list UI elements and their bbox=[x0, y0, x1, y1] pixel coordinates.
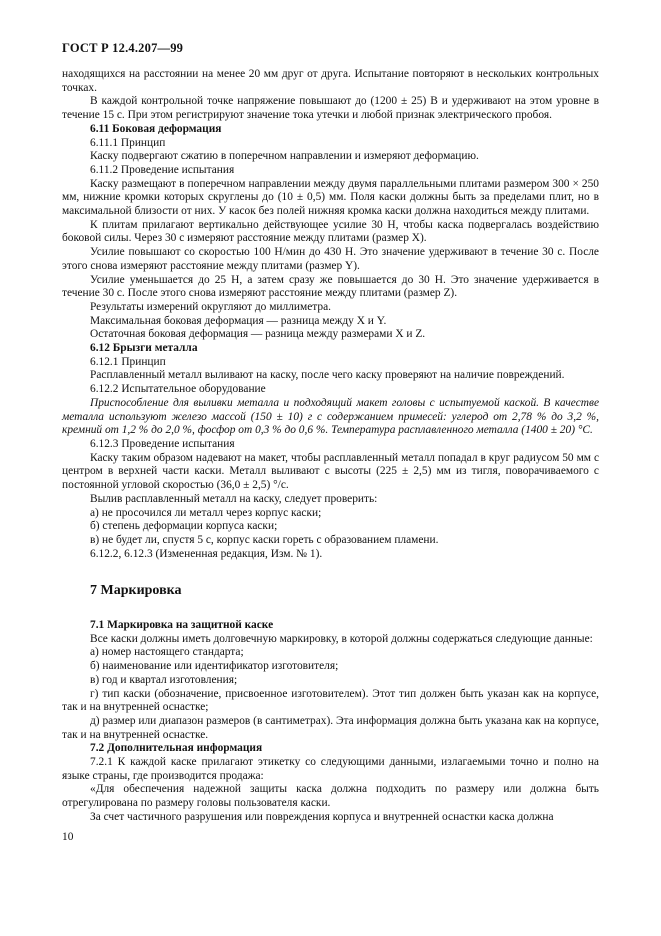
paragraph: Остаточная боковая деформация — разница между размерами X и Z. bbox=[90, 328, 426, 341]
paragraph: 6.12.1 Принцип bbox=[90, 355, 166, 368]
paragraph: в) год и квартал изготовления; bbox=[90, 673, 238, 686]
paragraph: 6.12.2, 6.12.3 (Измененная редакция, Изм. № 1). bbox=[90, 547, 323, 560]
paragraph: б) степень деформации корпуса каски; bbox=[90, 520, 278, 533]
paragraph: а) не просочился ли металл через корпус каски; bbox=[90, 506, 322, 519]
paragraph: Максимальная боковая деформация — разница между X и Y. bbox=[90, 314, 387, 327]
paragraph: Усилие уменьшается до 25 Н, а затем сразу же повышается до 30 Н. Это значение удерживается в течение 30 с. После этого снова измеряют расстояние между плитами (размер Z). bbox=[62, 273, 599, 300]
paragraph: Приспособление для выливки металла и подходящий макет головы с испытуемой каской. В качестве металла используют железо массой (150 ± 10) г с содержанием примесей: углерод от 2,78 % до 3,2 %, кремний от 1,2 % до 2,0 %, фосфор от 0,3 % до 0,6 %. Температура расплавленного металла (1400 ± 20) °С. bbox=[62, 396, 599, 437]
paragraph: К плитам прилагают вертикально действующее усилие 30 Н, чтобы каска подвергалась воздействию боковой силы. Через 30 с измеряют расстояние между плитами (размер X). bbox=[62, 218, 599, 245]
section-heading: 6.11 Боковая деформация bbox=[90, 122, 222, 135]
document-body bbox=[62, 68, 599, 825]
paragraph: 6.12.3 Проведение испытания bbox=[90, 437, 235, 450]
paragraph: г) тип каски (обозначение, присвоенное изготовителем). Этот тип должен быть указан как на корпусе, так и на внутренней оснастке; bbox=[62, 687, 599, 714]
paragraph: Расплавленный металл выливают на каску, после чего каску проверяют на наличие повреждений. bbox=[90, 369, 565, 382]
paragraph: б) наименование или идентификатор изготовителя; bbox=[90, 660, 339, 673]
paragraph: Каску таким образом надевают на макет, чтобы расплавленный металл попадал в круг радиусом 50 мм с центром в верхней части каски. Металл выливают с высоты (225 ± 2,5) мм из тигля, поворачиваемого с постоянной угловой скоростью (36,0 ± 2,5) °/с. bbox=[62, 451, 599, 492]
section-heading: 7.2 Дополнительная информация bbox=[90, 742, 263, 755]
paragraph: 6.12.2 Испытательное оборудование bbox=[90, 383, 266, 396]
paragraph: 7.2.1 К каждой каске прилагают этикетку со следующими данными, излагаемыми точно и полно на языке страны, где производится продажа: bbox=[62, 756, 599, 782]
chapter-heading: 7 Маркировка bbox=[90, 583, 182, 599]
document-header: ГОСТ Р 12.4.207—99 bbox=[62, 41, 184, 55]
paragraph: «Для обеспечения надежной защиты каска должна подходить по размеру или должна быть отрегулирована по размеру головы пользователя каски. bbox=[62, 783, 599, 810]
paragraph: находящихся на расстоянии на менее 20 мм друг от друга. Испытание повторяют в нескольких контрольных точках. bbox=[62, 68, 599, 94]
paragraph: в) не будет ли, спустя 5 с, корпус каски гореть с образованием пламени. bbox=[90, 533, 439, 546]
paragraph: 6.11.1 Принцип bbox=[90, 136, 166, 149]
paragraph: Каску подвергают сжатию в поперечном направлении и измеряют деформацию. bbox=[90, 150, 479, 163]
paragraph: Вылив расплавленный металл на каску, следует проверить: bbox=[90, 492, 378, 505]
section-heading: 6.12 Брызги металла bbox=[90, 342, 198, 355]
paragraph: За счет частичного разрушения или повреждения корпуса и внутренней оснастки каска должна bbox=[90, 810, 554, 823]
paragraph: В каждой контрольной точке напряжение повышают до (1200 ± 25) В и удерживают на этом уровне в течение 15 с. При этом регистрируют значение тока утечки и любой признак электрического пробоя. bbox=[62, 95, 599, 122]
paragraph: а) номер настоящего стандарта; bbox=[90, 646, 244, 659]
paragraph: Каску размещают в поперечном направлении между двумя параллельными плитами размером 300 × 250 мм, нижние кромки которых скруглены до (10 ± 0,5) мм. Поля каски должны быть за пределами плит, но в максимальной близости от них. У касок без полей нижняя кромка каски должна находиться между плитами. bbox=[62, 177, 599, 218]
paragraph: Результаты измерений округляют до миллиметра. bbox=[90, 300, 331, 313]
section-heading: 7.1 Маркировка на защитной каске bbox=[90, 619, 274, 632]
page-number: 10 bbox=[62, 831, 74, 843]
paragraph: Усилие повышают со скоростью 100 Н/мин до 430 Н. Это значение удерживают в течение 30 с. После этого снова измеряют расстояние между плитами (размер Y). bbox=[62, 246, 599, 272]
paragraph: Все каски должны иметь долговечную маркировку, в которой должны содержаться следующие данные: bbox=[90, 632, 593, 645]
paragraph: д) размер или диапазон размеров (в сантиметрах). Эта информация должна быть указана как на корпусе, так и на внутренней оснастке. bbox=[62, 714, 599, 741]
paragraph: 6.11.2 Проведение испытания bbox=[90, 163, 235, 176]
